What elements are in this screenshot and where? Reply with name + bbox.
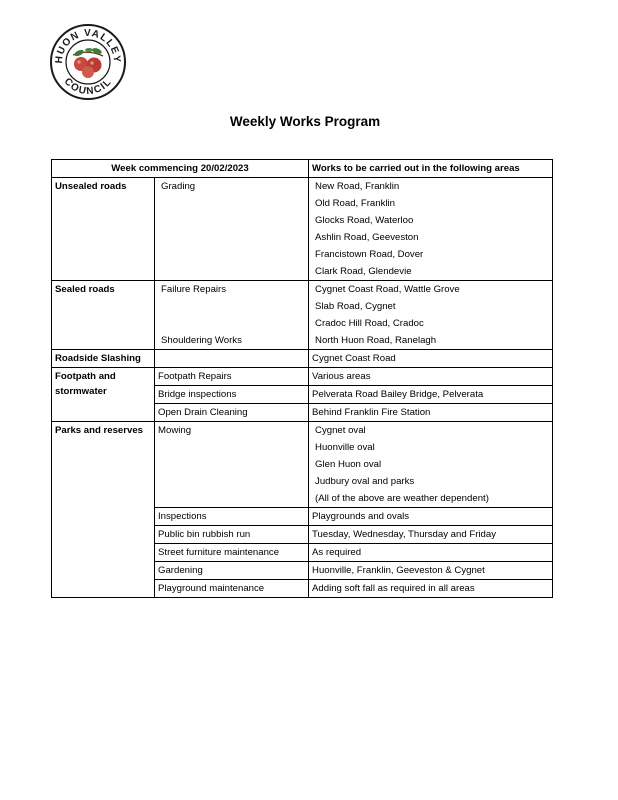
area-item: New Road, Franklin — [315, 181, 400, 192]
category-cell: Footpath and stormwater — [52, 368, 155, 422]
area-item: Old Road, Franklin — [315, 198, 395, 209]
task-cell — [155, 178, 309, 281]
table-row — [52, 350, 553, 368]
task-cell: Footpath Repairs — [155, 368, 309, 386]
area-cell: Huonville, Franklin, Geeveston & Cygnet — [309, 562, 553, 580]
task-cell: Playground maintenance — [155, 580, 309, 598]
task-cell: Bridge inspections — [155, 386, 309, 404]
area-item: Slab Road, Cygnet — [315, 301, 396, 312]
week-commencing-header: Week commencing 20/02/2023 — [52, 160, 309, 178]
area-cell: Playgrounds and ovals — [309, 508, 553, 526]
category-cell: Unsealed roads — [52, 178, 155, 281]
area-item: Judbury oval and parks — [315, 476, 415, 487]
area-cell: Behind Franklin Fire Station — [309, 404, 553, 422]
area-cell: Various areas — [309, 368, 553, 386]
area-item: Ashlin Road, Geeveston — [315, 232, 419, 243]
page-title: Weekly Works Program — [229, 114, 381, 129]
task-cell — [155, 350, 309, 368]
area-cell: As required — [309, 544, 553, 562]
task-label: Shouldering Works — [161, 335, 242, 346]
area-item: Francistown Road, Dover — [315, 249, 424, 260]
council-logo — [49, 23, 127, 101]
table-row — [52, 281, 553, 350]
area-cell: Tuesday, Wednesday, Thursday and Friday — [309, 526, 553, 544]
task-label: Failure Repairs — [161, 284, 227, 295]
area-cell — [309, 281, 553, 350]
area-cell: Pelverata Road Bailey Bridge, Pelverata — [309, 386, 553, 404]
area-item: Glen Huon oval — [315, 459, 382, 470]
task-label: Grading — [161, 181, 196, 192]
areas-header: Works to be carried out in the following areas — [309, 160, 553, 178]
task-cell: Open Drain Cleaning — [155, 404, 309, 422]
table-row — [52, 368, 553, 386]
task-cell: Gardening — [155, 562, 309, 580]
area-cell — [309, 422, 553, 508]
area-item: (All of the above are weather dependent) — [315, 493, 489, 504]
table-row — [52, 178, 553, 281]
task-cell — [155, 281, 309, 350]
task-cell: Public bin rubbish run — [155, 526, 309, 544]
area-item: North Huon Road, Ranelagh — [315, 335, 437, 346]
area-item: Huonville oval — [315, 442, 375, 453]
apple-branch-icon — [73, 47, 103, 78]
area-cell: Adding soft fall as required in all areas — [309, 580, 553, 598]
table-header-row — [52, 160, 553, 178]
area-item: Glocks Road, Waterloo — [315, 215, 414, 226]
category-cell: Roadside Slashing — [52, 350, 155, 368]
logo-text-top: HUON VALLEY — [53, 27, 123, 64]
task-cell: Inspections — [155, 508, 309, 526]
logo-text-bottom: COUNCIL — [61, 76, 115, 98]
area-item: Cradoc Hill Road, Cradoc — [315, 318, 424, 329]
category-cell: Parks and reserves — [52, 422, 155, 598]
area-cell — [309, 178, 553, 281]
area-cell: Cygnet Coast Road — [309, 350, 553, 368]
task-cell: Street furniture maintenance — [155, 544, 309, 562]
table-row — [52, 422, 553, 508]
area-item: Cygnet Coast Road, Wattle Grove — [315, 284, 460, 295]
area-item: Clark Road, Glendevie — [315, 266, 412, 277]
works-program-table — [51, 159, 553, 598]
category-cell: Sealed roads — [52, 281, 155, 350]
task-cell: Mowing — [155, 422, 309, 508]
area-item: Cygnet oval — [315, 425, 366, 436]
